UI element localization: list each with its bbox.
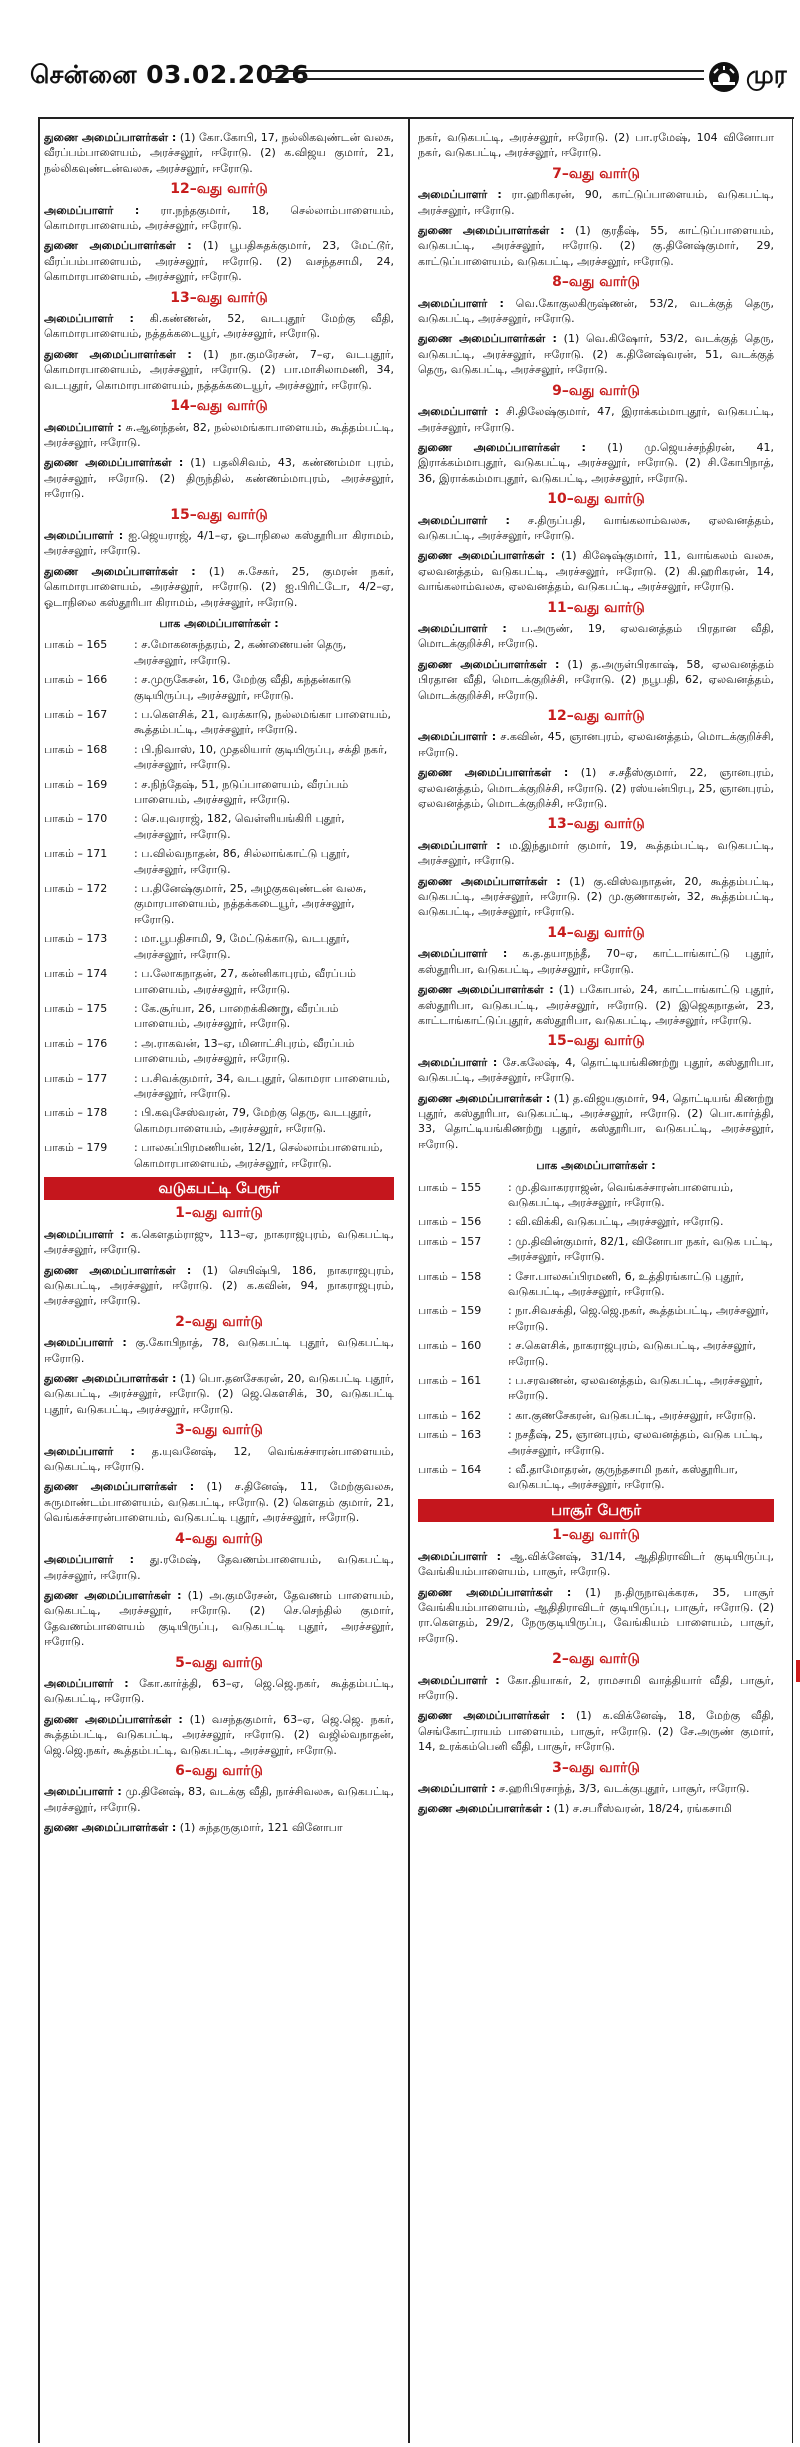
role-label: துணை அமைப்பாளர்கள் : — [418, 983, 554, 997]
role-label: அமைப்பாளர் : — [418, 838, 501, 852]
role-label: அமைப்பாளர் : — [418, 405, 500, 419]
entry-paragraph — [418, 1801, 774, 1816]
role-label: துணை அமைப்பாளர்கள் : — [418, 1802, 551, 1816]
ward-heading: 2–வது வார்டு — [552, 1651, 640, 1668]
booth-organiser: : மு.திவாகரராஜன், வெங்கச்சாரன்பாளையம், வடுகபட்டி, அரச்சலூர், ஈரோடு. — [508, 1180, 734, 1209]
entry-paragraph — [44, 1263, 394, 1309]
ward-heading: 10–வது வார்டு — [547, 491, 645, 508]
entry-paragraph — [44, 203, 394, 234]
entry-text: கோ.கார்த்தி, 63–ஏ, ஜெ.ஜெ.நகர், கூத்தம்பட்டி, வடுகபட்டி, ஈரோடு. — [44, 1676, 394, 1706]
booth-number: பாகம் – 164 — [418, 1463, 482, 1477]
booth-organiser: : ச.கௌசிக், நாகராஜபுரம், வடுகபட்டி, அரச்சலூர், ஈரோடு. — [508, 1339, 756, 1368]
booth-row — [44, 846, 394, 877]
ward-heading: 14–வது வார்டு — [170, 398, 268, 415]
booth-organiser: : நசதீஷ், 25, ஞானபுரம், ஏலவனத்தம், வடுக பட்டி, அரச்சலூர், ஈரோடு. — [508, 1428, 763, 1457]
entry-paragraph — [418, 838, 774, 869]
role-label: அமைப்பாளர் : — [44, 528, 124, 542]
entry-text: (1) கோ.கோபி, 17, நல்லிகவுண்டன் வலசு, வீரப்பம்பாளையம், அரச்சலூர், ஈரோடு. (2) க.விஜய குமார், 21, நல்லிகவுண்டன்வலசு, அரச்சலூர், ஈரோடு. — [44, 131, 394, 175]
booth-organiser: : வீ.தாமோதரன், குருந்தசாமி நகர், கஸ்தூரிபா, வடுகபட்டி, அரச்சலூர், ஈரோடு. — [508, 1463, 738, 1492]
entry-text: (1) ச.தினேஷ், 11, மேற்குவலசு, சுருமாண்டம்பாளையம், வடுகபட்டி, ஈரோடு. (2) கௌதம் குமார், 21, வெங்கச்சாரன்பாளையம், வடுகபட்டி புதூர், அரச்சலூர், ஈரோடு. — [44, 1480, 394, 1525]
ward-heading: 5–வது வார்டு — [175, 1654, 263, 1671]
ward-heading: 1–வது வார்டு — [552, 1527, 640, 1544]
ward-heading: 9–வது வார்டு — [552, 382, 640, 399]
booth-number: பாகம் – 160 — [418, 1339, 482, 1353]
entry-text: ச.கவின், 45, ஞானபுரம், ஏலவனத்தம், மொடக்குறிச்சி, ஈரோடு. — [418, 730, 774, 759]
entry-paragraph — [418, 331, 774, 377]
col1-booth-list — [44, 637, 394, 1171]
ward-heading: 2–வது வார்டு — [175, 1313, 263, 1330]
role-label: அமைப்பாளர் : — [418, 296, 504, 310]
entry-paragraph — [44, 564, 394, 610]
entry-text: (1) நா.குமரேசன், 7–ஏ, வடபுதூர், கொமாரபாளையம், அரச்சலூர், ஈரோடு. (2) பா.மாசிலாமணி, 34, வடபுதூர், கொமாரபாளையம், நத்தக்கடையூர், அரச்சலூர், ஈரோடு. — [44, 347, 394, 392]
role-label: அமைப்பாளர் : — [44, 1785, 122, 1799]
role-label: அமைப்பாளர் : — [418, 188, 502, 202]
role-label: துணை அமைப்பாளர்கள் : — [44, 1480, 195, 1494]
role-label: துணை அமைப்பாளர்கள் : — [418, 332, 557, 346]
ward-heading: 8–வது வார்டு — [552, 274, 640, 291]
booth-number: பாகம் – 155 — [418, 1180, 482, 1194]
col2-booth-list — [418, 1180, 774, 1493]
ward-heading: 15–வது வார்டு — [170, 506, 268, 523]
entry-paragraph — [418, 1673, 774, 1704]
role-label: அமைப்பாளர் : — [44, 1676, 129, 1690]
entry-paragraph — [418, 223, 774, 269]
booth-number: பாகம் – 178 — [44, 1106, 108, 1120]
entry-paragraph — [418, 1055, 774, 1086]
booth-organiser: : பி.கவுசேஸ்வரன், 79, மேற்கு தெரு, வடபுதூர், கொமரபாளையம், அரச்சலூர், ஈரோடு. — [134, 1106, 372, 1135]
booth-row — [44, 931, 394, 962]
role-label: துணை அமைப்பாளர்கள் : — [44, 239, 192, 253]
booth-number: பாகம் – 162 — [418, 1408, 482, 1422]
booth-number: பாகம் – 159 — [418, 1304, 482, 1318]
booth-number: பாகம் – 179 — [44, 1141, 108, 1155]
entry-text: ம.இந்துமார் குமார், 19, கூத்தம்பட்டி, வடுகபட்டி, அரச்சலூர், ஈரோடு. — [418, 838, 774, 868]
entry-paragraph — [44, 347, 394, 393]
entry-paragraph — [418, 982, 774, 1028]
entry-text: (1) ச.சபரீஸ்வரன், 18/24, ரங்கசாமி — [550, 1802, 732, 1816]
ward-heading: 3–வது வார்டு — [175, 1422, 263, 1439]
entry-text: (1) வெ.கிஷோர், 53/2, வடக்குத் தெரு, வடுகபட்டி, அரச்சலூர், ஈரோடு. (2) க.தினேஷ்வரன், 51, வடக்குத் தெரு, வடுகபட்டி, அரச்சலூர், ஈரோடு. — [418, 332, 774, 377]
booth-organiser: : நா.சிவசக்தி, ஜெ.ஜெ.நகர், கூத்தம்பட்டி, அரச்சலூர், ஈரோடு. — [508, 1304, 769, 1333]
entry-text: (1) மு.ஜெயச்சந்திரன், 41, இராக்கம்மாபுதூர், வடுகபட்டி, அரச்சலூர், ஈரோடு. (2) சி.கோபிநாத், 36, இராக்கம்மாபுதூர், வடுகபட்டி, அரச்சலூர், ஈரோடு. — [418, 440, 774, 485]
booth-row — [418, 1214, 774, 1229]
ward-heading: 7–வது வார்டு — [552, 165, 640, 182]
entry-paragraph — [418, 1091, 774, 1153]
entry-paragraph — [418, 548, 774, 594]
entry-paragraph — [44, 1371, 394, 1417]
booth-organiser: : ப.தினேஷ்குமார், 25, அழகுகவுண்டன் வலசு, குமாரபாளையம், நத்தக்கடையூர், அரச்சலூர், ஈரோடு. — [134, 882, 367, 926]
entry-text: (1) சு.சேகர், 25, குமரன் நகர், கொமாரபாளையம், அரச்சலூர், ஈரோடு. (2) ஐ.பிரிட்டோ, 4/2–ஏ, ஓடாநிலை கஸ்தூரிபா கிராமம், அரச்சலூர், ஈரோடு. — [44, 564, 394, 609]
section-banner-vadugapatti: வடுகபட்டி பேரூர் — [44, 1177, 394, 1200]
booth-row — [44, 966, 394, 997]
ward-heading: 12–வது வார்டு — [547, 708, 645, 724]
booth-row — [418, 1303, 774, 1334]
entry-paragraph — [44, 1676, 394, 1707]
role-label: துணை அமைப்பாளர்கள் : — [44, 347, 192, 361]
entry-paragraph — [418, 946, 774, 977]
role-label: அமைப்பாளர் : — [44, 312, 134, 326]
entry-text: (1) பூபதிசுதக்குமார், 23, மேட்டூர், வீரப்பம்பாளையம், அரச்சலூர், ஈரோடு. (2) வசந்தசாமி, 24, கொமாரபாளையம், அரச்சலூர், ஈரோடு. — [44, 239, 394, 284]
entry-text: க.த.தயாநந்தீ, 70–ஏ, காட்டாங்காட்டு புதூர், கஸ்தூரிபா, வடுகபட்டி, அரச்சலூர், ஈரோடு. — [418, 947, 774, 976]
column-right — [418, 130, 774, 2430]
booth-number: பாகம் – 166 — [44, 673, 108, 687]
entry-paragraph — [44, 1444, 394, 1475]
booth-organiser: : ப.வில்வநாதன், 86, சில்லாங்காட்டு புதூர், அரச்சலூர், ஈரோடு. — [134, 847, 350, 876]
entry-text: (1) க.விக்னேஷ், 18, மேற்கு வீதி, செங்கோட்ராயம் பாளையம், பாசூர், ஈரோடு. (2) சே.அருண் குமார், 14, உரக்கம்பெனி வீதி, பாசூர், ஈரோடு. — [418, 1709, 774, 1754]
booth-organiser: : கே.சூர்யா, 26, பாறைக்கிணறு, வீரப்பம் பாளையம், அரச்சலூர், ஈரோடு. — [134, 1001, 339, 1031]
role-label: அமைப்பாளர் : — [418, 621, 507, 635]
booth-row — [418, 1338, 774, 1369]
entry-paragraph — [418, 404, 774, 435]
role-label: துணை அமைப்பாளர்கள் : — [44, 564, 196, 578]
booth-row — [44, 881, 394, 927]
booth-organiser: : பாலசுப்பிரமணியன், 12/1, செல்லாம்பாளையம், கொமாரபாளையம், அரச்சலூர், ஈரோடு. — [134, 1141, 383, 1170]
entry-paragraph — [44, 311, 394, 342]
entry-text: ஐ.ஜெயராஜ், 4/1–ஏ, ஓடாநிலை கஸ்தூரிபா கிராமம், அரச்சலூர், ஈரோடு. — [44, 528, 394, 558]
ward-heading: 12–வது வார்டு — [170, 181, 268, 198]
entry-text: ரா.நந்தகுமார், 18, செல்லாம்பாளையம், கொமாரபாளையம், அரச்சலூர், ஈரோடு. — [44, 203, 394, 233]
booth-row — [44, 1071, 394, 1102]
booth-row — [44, 1001, 394, 1032]
ward-heading: 15–வது வார்டு — [547, 1033, 645, 1050]
booth-organiser: : ப.சரவணன், ஏலவனத்தம், வடுகபட்டி, அரச்சலூர், ஈரோடு. — [508, 1374, 763, 1403]
entry-paragraph — [418, 1781, 774, 1796]
role-label: துணை அமைப்பாளர்கள் : — [418, 657, 560, 671]
booth-number: பாகம் – 161 — [418, 1374, 482, 1388]
role-label: துணை அமைப்பாளர்கள் : — [418, 1585, 572, 1599]
entry-text: வெ.கோகுலகிருஷ்ணன், 53/2, வடக்குத் தெரு, வடுகபட்டி, அரச்சலூர், ஈரோடு. — [418, 296, 774, 326]
entry-text: (1) ச.சதீஸ்குமார், 22, ஞானபுரம், ஏலவனத்தம், மொடக்குறிச்சி, ஈரோடு. (2) ரஸ்யன்பிரபு, 25, ஞானபுரம், ஏலவனத்தம், மொடக்குறிச்சி, ஈரோடு. — [418, 766, 774, 811]
booth-row — [44, 1036, 394, 1067]
entry-text: (1) த.விஜயகுமார், 94, தொட்டியங் கிணற்று புதூர், கஸ்தூரிபா, வடுகபட்டி, அரச்சலூர், ஈரோடு. (2) பொ.கார்த்தி, 33, தொட்டியங்கிணற்று புதூர், கஸ்தூரிபா, வடுகபட்டி, அரச்சலூர், ஈரோடு. — [418, 1091, 774, 1151]
masthead-rule — [268, 70, 704, 80]
col2-wards-pasur — [418, 1528, 774, 1817]
entry-text: ச.ஹரிபிரசாந்த், 3/3, வடக்குபுதூர், பாசூர், ஈரோடு. — [495, 1781, 750, 1795]
col1-wards — [44, 182, 394, 610]
entry-paragraph — [44, 1820, 394, 1835]
booth-number: பாகம் – 175 — [44, 1001, 108, 1015]
entry-paragraph — [44, 1712, 394, 1758]
section-banner-pasur: பாசூர் பேரூர் — [418, 1499, 774, 1522]
entry-text: மு.தினேஷ், 83, வடக்கு வீதி, நாச்சிவலசு, வடுகபட்டி, அரச்சலூர், ஈரோடு. — [44, 1785, 394, 1814]
entry-text: ப.அருண், 19, ஏலவனத்தம் பிரதான வீதி, மொடக்குறிச்சி, ஈரோடு. — [418, 621, 774, 651]
top-rule — [38, 117, 794, 119]
booth-number: பாகம் – 165 — [44, 638, 108, 652]
entry-text: நகர், வடுகபட்டி, அரச்சலூர், ஈரோடு. (2) பா.ரமேஷ், 104 வினோபா நகர், வடுகபட்டி, அரச்சலூர், ஈரோடு. — [418, 131, 774, 160]
entry-paragraph — [418, 765, 774, 811]
booth-organiser: : செ.யுவராஜ், 182, வெள்ளியங்கிரி புதூர், அரச்சலூர், ஈரோடு. — [134, 812, 345, 841]
entry-paragraph — [418, 1585, 774, 1647]
role-label: துணை அமைப்பாளர்கள் : — [44, 1263, 192, 1277]
edition-date: சென்னை 03.02.2026 — [30, 60, 310, 89]
booth-organiser: : ப.லோகநாதன், 27, கன்னிகாபுரம், வீரப்பம் பாளையம், அரச்சலூர், ஈரோடு. — [134, 967, 357, 996]
entry-text: (1) வசந்தகுமார், 63–ஏ, ஜெ.ஜெ. நகர், கூத்தம்பட்டி, வடுகபட்டி, அரச்சலூர், ஈரோடு. (2) வஜில்வநாதன், ஜெ.ஜெ.நகர், கூத்தம்பட்டி, வடுகபட்டி, அரச்சலூர், ஈரோடு. — [44, 1712, 394, 1757]
booth-organiser: : அ.ராகவன், 13–ஏ, மினாட்சிபுரம், வீரப்பம் பாளையம், அரச்சலூர், ஈரோடு. — [134, 1036, 355, 1066]
entry-paragraph — [418, 296, 774, 327]
col2-top-block — [418, 130, 774, 161]
entry-paragraph — [418, 874, 774, 920]
role-label: துணை அமைப்பாளர்கள் : — [44, 456, 184, 470]
ward-heading: 6–வது வார்டு — [175, 1762, 263, 1779]
booth-number: பாகம் – 172 — [44, 882, 108, 896]
booth-number: பாகம் – 177 — [44, 1071, 108, 1085]
role-label: அமைப்பாளர் : — [418, 1781, 496, 1795]
role-label: அமைப்பாளர் : — [44, 1227, 125, 1241]
role-label: அமைப்பாளர் : — [418, 1673, 500, 1687]
entry-text: (1) கு.விஸ்வநாதன், 20, கூத்தம்பட்டி, வடுகபட்டி, அரச்சலூர், ஈரோடு. (2) மு.குணாகரன், 32, கூத்தம்பட்டி, வடுகபட்டி, அரச்சலூர், ஈரோடு. — [418, 874, 774, 919]
column-rule-right — [792, 118, 793, 2443]
entry-paragraph — [418, 440, 774, 486]
role-label: துணை அமைப்பாளர்கள் : — [44, 1372, 177, 1386]
entry-text: (1) பகோபால், 24, காட்டாங்காட்டு புதூர், கஸ்தூரிபா, வடுகபட்டி, அரச்சலூர், ஈரோடு. (2) இஜெகநாதன், 23, காட்டாங்காட்டுப்புதூர், கஸ்தூரிபா, வடுகபட்டி, அரச்சலூர், ஈரோடு. — [418, 983, 774, 1027]
role-label: துணை அமைப்பாளர்கள் : — [418, 1091, 551, 1105]
role-label: துணை அமைப்பாளர்கள் : — [44, 1712, 183, 1726]
ward-heading: 14–வது வார்டு — [547, 924, 645, 941]
entry-text: (1) அ.குமரேசன், தேவணம் பாளையம், வடுகபட்டி, அரச்சலூர், ஈரோடு. (2) செ.செந்தில் குமார், தேவணம்பாளையம் குடியிருப்பு, வடுகபட்டி புதூர், அரச்சலூர், ஈரோடு. — [44, 1588, 394, 1649]
entry-text: (1) பதலிசிவம், 43, கண்ணம்மா புரம், அரச்சலூர், ஈரோடு. (2) திருந்தில், கண்ணம்மாபுரம், அரச்சலூர், ஈரோடு. — [44, 456, 394, 501]
role-label: துணை அமைப்பாளர்கள் : — [418, 1709, 566, 1723]
column-left — [44, 130, 394, 2430]
ward-heading: 13–வது வார்டு — [547, 816, 645, 833]
rising-sun-logo-icon — [708, 61, 740, 93]
masthead — [0, 0, 800, 150]
entry-text: (1) கிஷேஷ்குமார், 11, வாங்கலம் வலசு, ஏலவனத்தம், வடுகபட்டி, அரச்சலூர், ஈரோடு. (2) கி.ஹரிகரன், 14, வாங்கலாம்வலசு, ஏலவனத்தம், வடுகபட்டி, அரச்சலூர், ஈரோடு. — [418, 549, 774, 594]
entry-paragraph — [44, 1552, 394, 1583]
role-label: துணை அமைப்பாளர்கள் : — [418, 766, 569, 780]
ward-heading: 1–வது வார்டு — [175, 1205, 263, 1222]
booth-row — [418, 1427, 774, 1458]
adjacent-column-marker — [796, 1660, 800, 1682]
booth-row — [44, 1140, 394, 1171]
entry-paragraph — [44, 1588, 394, 1650]
column-rule-middle — [408, 118, 410, 2443]
entry-text: (1) குரதீஷ், 55, காட்டுப்பாளையம், வடுகபட்டி, அரச்சலூர், ஈரோடு. (2) கு.தினேஷ்குமார், 29, காட்டுப்பாளையம், வடுகபட்டி, அரச்சலூர், ஈரோடு. — [418, 224, 774, 268]
role-label: அமைப்பாளர் : — [44, 1553, 134, 1567]
entry-text: (1) பொ.தனசேகரன், 20, வடுகபட்டி புதூர், வடுகபட்டி, அரச்சலூர், ஈரோடு. (2) ஜெ.கௌசிக், 30, வடுகபட்டி புதூர், வடுகபட்டி, அரச்சலூர், ஈரோடு. — [44, 1372, 394, 1416]
ward-heading: 11–வது வார்டு — [547, 599, 645, 616]
entry-paragraph — [418, 729, 774, 760]
entry-text: ச.திருப்பதி, வாங்கலாம்வலசு, ஏலவனத்தம், வடுகபட்டி, அரச்சலூர், ஈரோடு. — [418, 513, 774, 542]
entry-text: து.ரமேஷ், தேவணம்பாளையம், வடுகபட்டி, அரச்சலூர், ஈரோடு. — [44, 1553, 394, 1582]
role-label: துணை அமைப்பாளர்கள் : — [418, 874, 561, 888]
booth-number: பாகம் – 163 — [418, 1428, 482, 1442]
booth-organiser: : கா.குணசேகரன், வடுகபட்டி, அரச்சலூர், ஈரோடு. — [508, 1408, 757, 1422]
entry-text: சி.திலேஷ்குமார், 47, இராக்கம்மாபுதூர், வடுகபட்டி, அரச்சலூர், ஈரோடு. — [418, 405, 774, 434]
entry-text: கு.கோபிநாத், 78, வடுகபட்டி புதூர், வடுகபட்டி, ஈரோடு. — [44, 1336, 394, 1365]
entry-paragraph — [44, 130, 394, 176]
booth-number: பாகம் – 176 — [44, 1036, 108, 1050]
ward-heading: 3–வது வார்டு — [552, 1759, 640, 1776]
col1-top-block — [44, 130, 394, 176]
entry-paragraph — [418, 657, 774, 703]
entry-paragraph — [44, 238, 394, 284]
booth-row — [44, 777, 394, 808]
entry-text: சே.கலேஷ், 4, தொட்டியங்கிணற்று புதூர், கஸ்தூரிபா, வடுகபட்டி, அரச்சலூர், ஈரோடு. — [418, 1055, 774, 1085]
role-label: அமைப்பாளர் : — [44, 203, 140, 217]
booth-number: பாகம் – 157 — [418, 1234, 482, 1248]
role-label: அமைப்பாளர் : — [44, 1444, 135, 1458]
booth-organiser: : ச.முருகேசன், 16, மேற்கு வீதி, கந்தன்காடு குடியிருப்பு, அரச்சலூர், ஈரோடு. — [134, 673, 352, 702]
entry-paragraph — [44, 528, 394, 559]
booth-organisers-heading: பாக அமைப்பாளர்கள் : — [536, 1159, 656, 1173]
booth-row — [418, 1408, 774, 1423]
role-label: துணை அமைப்பாளர்கள் : — [418, 549, 556, 563]
entry-paragraph — [418, 1708, 774, 1754]
booth-number: பாகம் – 156 — [418, 1215, 482, 1229]
entry-paragraph — [44, 1784, 394, 1815]
booth-row — [44, 742, 394, 773]
booth-organiser: : ச.நிந்தேஷ், 51, நடுப்பாளையம், வீரப்பம் பாளையம், அரச்சலூர், ஈரோடு. — [134, 777, 349, 807]
role-label: துணை அமைப்பாளர்கள் : — [418, 224, 565, 238]
entry-text: க.கௌதம்ராஜு, 113–ஏ, நாகராஜபுரம், வடுகபட்டி, அரச்சலூர், ஈரோடு. — [44, 1227, 394, 1257]
entry-text: ஆ.விக்னேஷ், 31/14, ஆதிதிராவிடர் குடியிருப்பு, வேங்கியம்பாளையம், பாசூர், ஈரோடு. — [418, 1549, 774, 1579]
role-label: அமைப்பாளர் : — [44, 420, 122, 434]
booth-row — [44, 637, 394, 668]
role-label: அமைப்பாளர் : — [418, 513, 510, 527]
entry-paragraph — [44, 455, 394, 501]
role-label: அமைப்பாளர் : — [44, 1336, 127, 1350]
booth-row — [418, 1234, 774, 1265]
col2-wards — [418, 167, 774, 1152]
booth-number: பாகம் – 171 — [44, 847, 108, 861]
booth-organiser: : சோ.பாலசுப்பிரமணி, 6, உத்திரங்காட்டு புதூர், வடுகபட்டி, அரச்சலூர், ஈரோடு. — [508, 1269, 745, 1298]
booth-row — [44, 1105, 394, 1136]
entry-paragraph — [418, 187, 774, 218]
booth-number: பாகம் – 158 — [418, 1269, 482, 1283]
entry-paragraph — [44, 1335, 394, 1366]
entry-text: (1) ந.திருநாவுக்கரசு, 35, பாசூர் வேங்கியம்பாளையம், ஆதிதிராவிடர் குடியிருப்பு, பாசூர், ஈரோடு. (2) ரா.கௌதம், 29/2, நேருகுடியிருப்பு, வேங்கியம் பாளையம், பாசூர், ஈரோடு. — [418, 1585, 774, 1645]
booth-row — [44, 811, 394, 842]
booth-row — [418, 1462, 774, 1493]
role-label: துணை அமைப்பாளர்கள் : — [44, 1588, 182, 1602]
entry-text: கி.கண்ணன், 52, வடபுதூர் மேற்கு வீதி, கொமாரபாளையம், நத்தக்கடையூர், அரச்சலூர், ஈரோடு. — [44, 312, 394, 341]
role-label: துணை அமைப்பாளர்கள் : — [44, 131, 177, 144]
booth-organiser: : ப.சிவக்குமார், 34, வடபுதூர், கொமரா பாளையம், அரச்சலூர், ஈரோடு. — [134, 1071, 391, 1100]
role-label: அமைப்பாளர் : — [418, 1549, 502, 1563]
booth-row — [44, 672, 394, 703]
booth-organisers-heading: பாக அமைப்பாளர்கள் : — [159, 616, 279, 630]
booth-number: பாகம் – 173 — [44, 932, 108, 946]
booth-number: பாகம் – 174 — [44, 967, 108, 981]
ward-heading: 4–வது வார்டு — [175, 1530, 263, 1547]
role-label: அமைப்பாளர் : — [418, 1055, 498, 1069]
role-label: அமைப்பாளர் : — [418, 730, 497, 744]
entry-paragraph — [44, 420, 394, 451]
entry-text: ரா.ஹரிகரன், 90, காட்டுப்பாளையம், வடுகபட்டி, அரச்சலூர், ஈரோடு. — [418, 188, 774, 217]
booth-row — [418, 1180, 774, 1211]
entry-text: கோ.தியாகர், 2, ராமசாமி வாத்தியார் வீதி, பாசூர், ஈரோடு. — [418, 1673, 774, 1702]
booth-number: பாகம் – 168 — [44, 742, 108, 756]
booth-number: பாகம் – 169 — [44, 777, 108, 791]
column-rule-left — [38, 118, 40, 2443]
entry-text: சு.ஆனந்தன், 82, நல்லமங்காபாளையம், கூத்தம்பட்டி, அரச்சலூர், ஈரோடு. — [44, 420, 394, 449]
role-label: அமைப்பாளர் : — [418, 947, 508, 961]
booth-row — [418, 1269, 774, 1300]
booth-organiser: : ப.கௌசிக், 21, வரக்காடு, நல்லமங்கா பாளையம், கூத்தம்பட்டி, அரச்சலூர், ஈரோடு. — [134, 708, 392, 737]
role-label: துணை அமைப்பாளர்கள் : — [44, 1821, 177, 1835]
booth-organiser: : மா.பூபதிசாமி, 9, மேட்டுக்காடு, வடபுதூர், அரச்சலூர், ஈரோடு. — [134, 932, 350, 961]
booth-organiser: : பி.நிவாஸ், 10, முதலியார் குடியிருப்பு, சக்தி நகர், அரச்சலூர், ஈரோடு. — [134, 742, 388, 772]
entry-text: (1) த.அருள்பிரகாஷ், 58, ஏலவனத்தம் பிரதான வீதி, மொடக்குறிச்சி, ஈரோடு. (2) நபூபதி, 62, ஏலவனத்தம், மொடக்குறிச்சி, ஈரோடு. — [418, 657, 774, 702]
booth-organiser: : ச.மோகனசுந்தரம், 2, கண்ணையன் தெரு, அரச்சலூர், ஈரோடு. — [134, 638, 347, 667]
newspaper-name: முர — [746, 60, 787, 89]
booth-organiser: : மு.திவின்குமார், 82/1, வினோபா நகர், வடுக பட்டி, அரச்சலூர், ஈரோடு. — [508, 1234, 773, 1264]
entry-text: த.யுவனேஷ், 12, வெங்கச்சாரன்பாளையம், வடுகபட்டி, ஈரோடு. — [44, 1444, 394, 1474]
col1-wards-vadugapatti — [44, 1206, 394, 1835]
entry-paragraph — [44, 1479, 394, 1525]
booth-row — [44, 707, 394, 738]
entry-paragraph — [418, 621, 774, 652]
entry-paragraph — [418, 1549, 774, 1580]
entry-paragraph — [418, 513, 774, 544]
entry-text: (1) சுந்தருகுமார், 121 வினோபா — [176, 1821, 343, 1835]
booth-number: பாகம் – 170 — [44, 812, 108, 826]
booth-organiser: : வி.விக்கி, வடுகபட்டி, அரச்சலூர், ஈரோடு. — [508, 1215, 724, 1229]
role-label: துணை அமைப்பாளர்கள் : — [418, 440, 586, 454]
ward-heading: 13–வது வார்டு — [170, 289, 268, 306]
booth-row — [418, 1373, 774, 1404]
booth-number: பாகம் – 167 — [44, 708, 108, 721]
entry-paragraph — [418, 130, 774, 161]
entry-text: (1) செயிஷ்பி, 186, நாகராஜபுரம், வடுகபட்டி, அரச்சலூர், ஈரோடு. (2) க.கவின், 94, நாகராஜபுரம், அரச்சலூர், ஈரோடு. — [44, 1263, 394, 1308]
entry-paragraph — [44, 1227, 394, 1258]
